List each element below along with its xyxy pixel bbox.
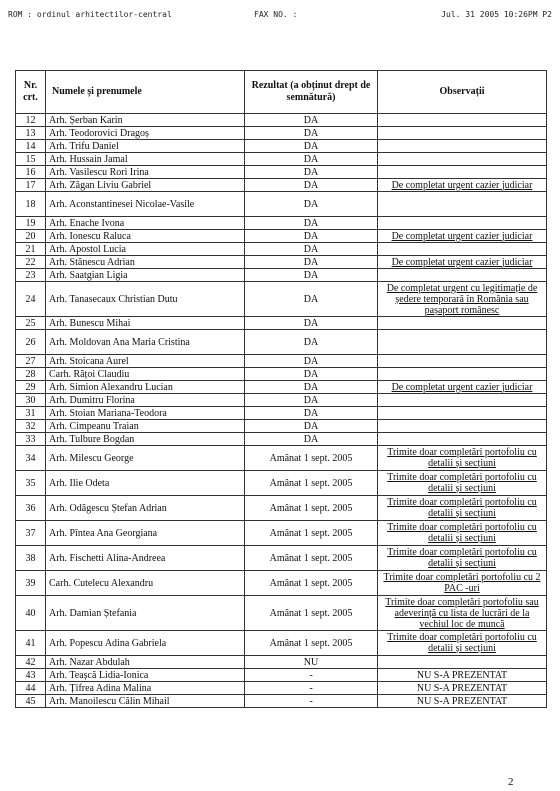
row-name: Arh. Bunescu Mihai: [46, 317, 245, 330]
row-observation: De completat urgent cazier judiciar: [378, 179, 547, 192]
row-name: Arh. Ionescu Raluca: [46, 230, 245, 243]
table-row: [16, 669, 547, 682]
row-name: Arh. Nazar Abdulah: [46, 656, 245, 669]
row-name: Arh. Tulbure Bogdan: [46, 433, 245, 446]
row-result: DA: [245, 407, 378, 420]
table-row: [16, 355, 547, 368]
row-number: 21: [16, 243, 46, 256]
table-row: [16, 127, 547, 140]
row-result: DA: [245, 114, 378, 127]
row-name: Arh. Țifrea Adina Malina: [46, 682, 245, 695]
table-row: [16, 192, 547, 217]
row-number: 13: [16, 127, 46, 140]
row-name: Arh. Stoicana Aurel: [46, 355, 245, 368]
row-name: Arh. Apostol Lucia: [46, 243, 245, 256]
header-result: Rezultat (a obținut drept de semnătură): [245, 71, 378, 114]
row-name: Arh. Teașcă Lidia-Ionica: [46, 669, 245, 682]
row-result: DA: [245, 230, 378, 243]
row-result: DA: [245, 433, 378, 446]
table-row: [16, 496, 547, 521]
row-number: 45: [16, 695, 46, 708]
table-row: [16, 230, 547, 243]
row-name: Arh. Aconstantinesei Nicolae-Vasile: [46, 192, 245, 217]
table-row: [16, 682, 547, 695]
results-table: [15, 70, 547, 708]
row-observation: [378, 153, 547, 166]
table-row: [16, 256, 547, 269]
row-observation: Trimite doar completări portofoliu cu detalii și secțiuni: [378, 446, 547, 471]
row-observation: NU S-A PREZENTAT: [378, 695, 547, 708]
row-result: DA: [245, 179, 378, 192]
row-result: DA: [245, 192, 378, 217]
row-number: 32: [16, 420, 46, 433]
row-observation: [378, 317, 547, 330]
row-number: 26: [16, 330, 46, 355]
row-number: 16: [16, 166, 46, 179]
row-observation: Trimite doar completări portofoliu cu detalii și secțiuni: [378, 471, 547, 496]
row-number: 29: [16, 381, 46, 394]
fax-number: FAX NO. :: [254, 10, 298, 19]
row-number: 40: [16, 596, 46, 631]
row-observation: Trimite doar completări portofoliu sau adeverință cu lista de lucrări de la vechiul loc de muncă: [378, 596, 547, 631]
table-row: [16, 114, 547, 127]
table-row: [16, 394, 547, 407]
table-row: [16, 596, 547, 631]
page-number: 2: [508, 776, 514, 788]
row-observation: NU S-A PREZENTAT: [378, 682, 547, 695]
row-number: 36: [16, 496, 46, 521]
row-observation: [378, 394, 547, 407]
row-result: DA: [245, 420, 378, 433]
row-name: Arh. Odăgescu Ștefan Adrian: [46, 496, 245, 521]
row-result: DA: [245, 394, 378, 407]
fax-sender: ROM : ordinul arhitectilor-central: [8, 10, 172, 19]
row-observation: [378, 243, 547, 256]
row-name: Arh. Moldovan Ana Maria Cristina: [46, 330, 245, 355]
table-row: [16, 317, 547, 330]
table-row: [16, 695, 547, 708]
row-name: Arh. Zăgan Liviu Gabriel: [46, 179, 245, 192]
row-result: DA: [245, 269, 378, 282]
table-row: [16, 153, 547, 166]
table-row: [16, 381, 547, 394]
row-result: Amânat 1 sept. 2005: [245, 571, 378, 596]
row-result: DA: [245, 153, 378, 166]
row-result: -: [245, 669, 378, 682]
row-observation: [378, 355, 547, 368]
row-number: 22: [16, 256, 46, 269]
row-number: 44: [16, 682, 46, 695]
fax-header: [8, 10, 556, 22]
row-number: 20: [16, 230, 46, 243]
row-name: Arh. Dumitru Florina: [46, 394, 245, 407]
row-observation: Trimite doar completări portofoliu cu detalii și secțiuni: [378, 496, 547, 521]
row-observation: [378, 433, 547, 446]
row-result: DA: [245, 317, 378, 330]
fax-date: Jul. 31 2005 10:26PM P2: [441, 10, 552, 19]
row-name: Arh. Enache Ivona: [46, 217, 245, 230]
header-name: Numele și prenumele: [46, 71, 245, 114]
row-result: NU: [245, 656, 378, 669]
row-name: Arh. Ilie Odeta: [46, 471, 245, 496]
row-result: DA: [245, 368, 378, 381]
row-result: DA: [245, 166, 378, 179]
row-number: 15: [16, 153, 46, 166]
row-name: Arh. Manoilescu Călin Mihail: [46, 695, 245, 708]
header-observations: Observații: [378, 71, 547, 114]
row-name: Arh. Milescu George: [46, 446, 245, 471]
row-name: Arh. Cimpeanu Traian: [46, 420, 245, 433]
row-result: Amânat 1 sept. 2005: [245, 596, 378, 631]
table-row: [16, 330, 547, 355]
row-observation: [378, 420, 547, 433]
row-observation: [378, 140, 547, 153]
row-number: 33: [16, 433, 46, 446]
row-observation: Trimite doar completări portofoliu cu detalii și secțiuni: [378, 631, 547, 656]
table-body: [16, 114, 547, 708]
table-row: [16, 656, 547, 669]
table-row: [16, 631, 547, 656]
row-observation: Trimite doar completări portofoliu cu detalii și secțiuni: [378, 521, 547, 546]
row-number: 25: [16, 317, 46, 330]
table-row: [16, 179, 547, 192]
row-number: 12: [16, 114, 46, 127]
row-number: 23: [16, 269, 46, 282]
row-result: Amânat 1 sept. 2005: [245, 521, 378, 546]
row-observation: [378, 407, 547, 420]
row-observation: [378, 192, 547, 217]
row-name: Carh. Cutelecu Alexandru: [46, 571, 245, 596]
row-result: DA: [245, 282, 378, 317]
row-observation: Trimite doar completări portofoliu cu detalii și secțiuni: [378, 546, 547, 571]
row-result: DA: [245, 217, 378, 230]
row-name: Arh. Popescu Adina Gabriela: [46, 631, 245, 656]
row-result: DA: [245, 127, 378, 140]
row-observation: [378, 656, 547, 669]
row-number: 38: [16, 546, 46, 571]
row-name: Arh. Saatgian Ligia: [46, 269, 245, 282]
row-observation: [378, 114, 547, 127]
table-header-row: [16, 71, 547, 114]
row-result: -: [245, 695, 378, 708]
row-number: 39: [16, 571, 46, 596]
row-result: Amânat 1 sept. 2005: [245, 631, 378, 656]
row-observation: [378, 368, 547, 381]
row-name: Arh. Stoian Mariana-Teodora: [46, 407, 245, 420]
row-name: Arh. Teodorovici Dragoș: [46, 127, 245, 140]
row-number: 42: [16, 656, 46, 669]
table-row: [16, 269, 547, 282]
table-row: [16, 243, 547, 256]
row-observation: De completat urgent cazier judiciar: [378, 230, 547, 243]
row-number: 41: [16, 631, 46, 656]
row-name: Arh. Vasilescu Rori Irina: [46, 166, 245, 179]
row-observation: NU S-A PREZENTAT: [378, 669, 547, 682]
row-number: 27: [16, 355, 46, 368]
table-row: [16, 217, 547, 230]
table-row: [16, 407, 547, 420]
table-row: [16, 471, 547, 496]
row-number: 24: [16, 282, 46, 317]
row-result: DA: [245, 355, 378, 368]
row-result: DA: [245, 243, 378, 256]
row-number: 14: [16, 140, 46, 153]
row-observation: [378, 127, 547, 140]
row-result: Amânat 1 sept. 2005: [245, 546, 378, 571]
table-row: [16, 368, 547, 381]
row-result: Amânat 1 sept. 2005: [245, 496, 378, 521]
row-name: Arh. Șerban Karin: [46, 114, 245, 127]
table-row: [16, 282, 547, 317]
row-observation: [378, 217, 547, 230]
row-result: -: [245, 682, 378, 695]
table-row: [16, 571, 547, 596]
row-observation: De completat urgent cazier judiciar: [378, 381, 547, 394]
header-nr: Nr. crt.: [16, 71, 46, 114]
row-number: 19: [16, 217, 46, 230]
row-observation: De completat urgent cazier judiciar: [378, 256, 547, 269]
row-result: DA: [245, 381, 378, 394]
row-result: DA: [245, 330, 378, 355]
row-number: 31: [16, 407, 46, 420]
table-row: [16, 433, 547, 446]
row-number: 28: [16, 368, 46, 381]
row-name: Carh. Rățoi Claudiu: [46, 368, 245, 381]
table-row: [16, 521, 547, 546]
table-row: [16, 546, 547, 571]
row-observation: [378, 269, 547, 282]
table-row: [16, 166, 547, 179]
row-name: Arh. Pîntea Ana Georgiana: [46, 521, 245, 546]
table-row: [16, 446, 547, 471]
row-number: 43: [16, 669, 46, 682]
row-number: 35: [16, 471, 46, 496]
row-observation: [378, 166, 547, 179]
row-number: 18: [16, 192, 46, 217]
row-name: Arh. Trifu Daniel: [46, 140, 245, 153]
row-observation: De completat urgent cu legitimație de ședere temporară în România sau pașaport românesc: [378, 282, 547, 317]
row-name: Arh. Stănescu Adrian: [46, 256, 245, 269]
row-number: 30: [16, 394, 46, 407]
row-number: 17: [16, 179, 46, 192]
row-number: 37: [16, 521, 46, 546]
row-observation: Trimite doar completări portofoliu cu 2 PAC -uri: [378, 571, 547, 596]
row-result: DA: [245, 140, 378, 153]
row-observation: [378, 330, 547, 355]
row-result: Amânat 1 sept. 2005: [245, 446, 378, 471]
row-result: DA: [245, 256, 378, 269]
row-result: Amânat 1 sept. 2005: [245, 471, 378, 496]
table-row: [16, 420, 547, 433]
row-name: Arh. Tanasecaux Christian Dutu: [46, 282, 245, 317]
row-number: 34: [16, 446, 46, 471]
row-name: Arh. Simion Alexandru Lucian: [46, 381, 245, 394]
table-row: [16, 140, 547, 153]
row-name: Arh. Fischetti Alina-Andreea: [46, 546, 245, 571]
row-name: Arh. Damian Ștefania: [46, 596, 245, 631]
row-name: Arh. Hussain Jamal: [46, 153, 245, 166]
